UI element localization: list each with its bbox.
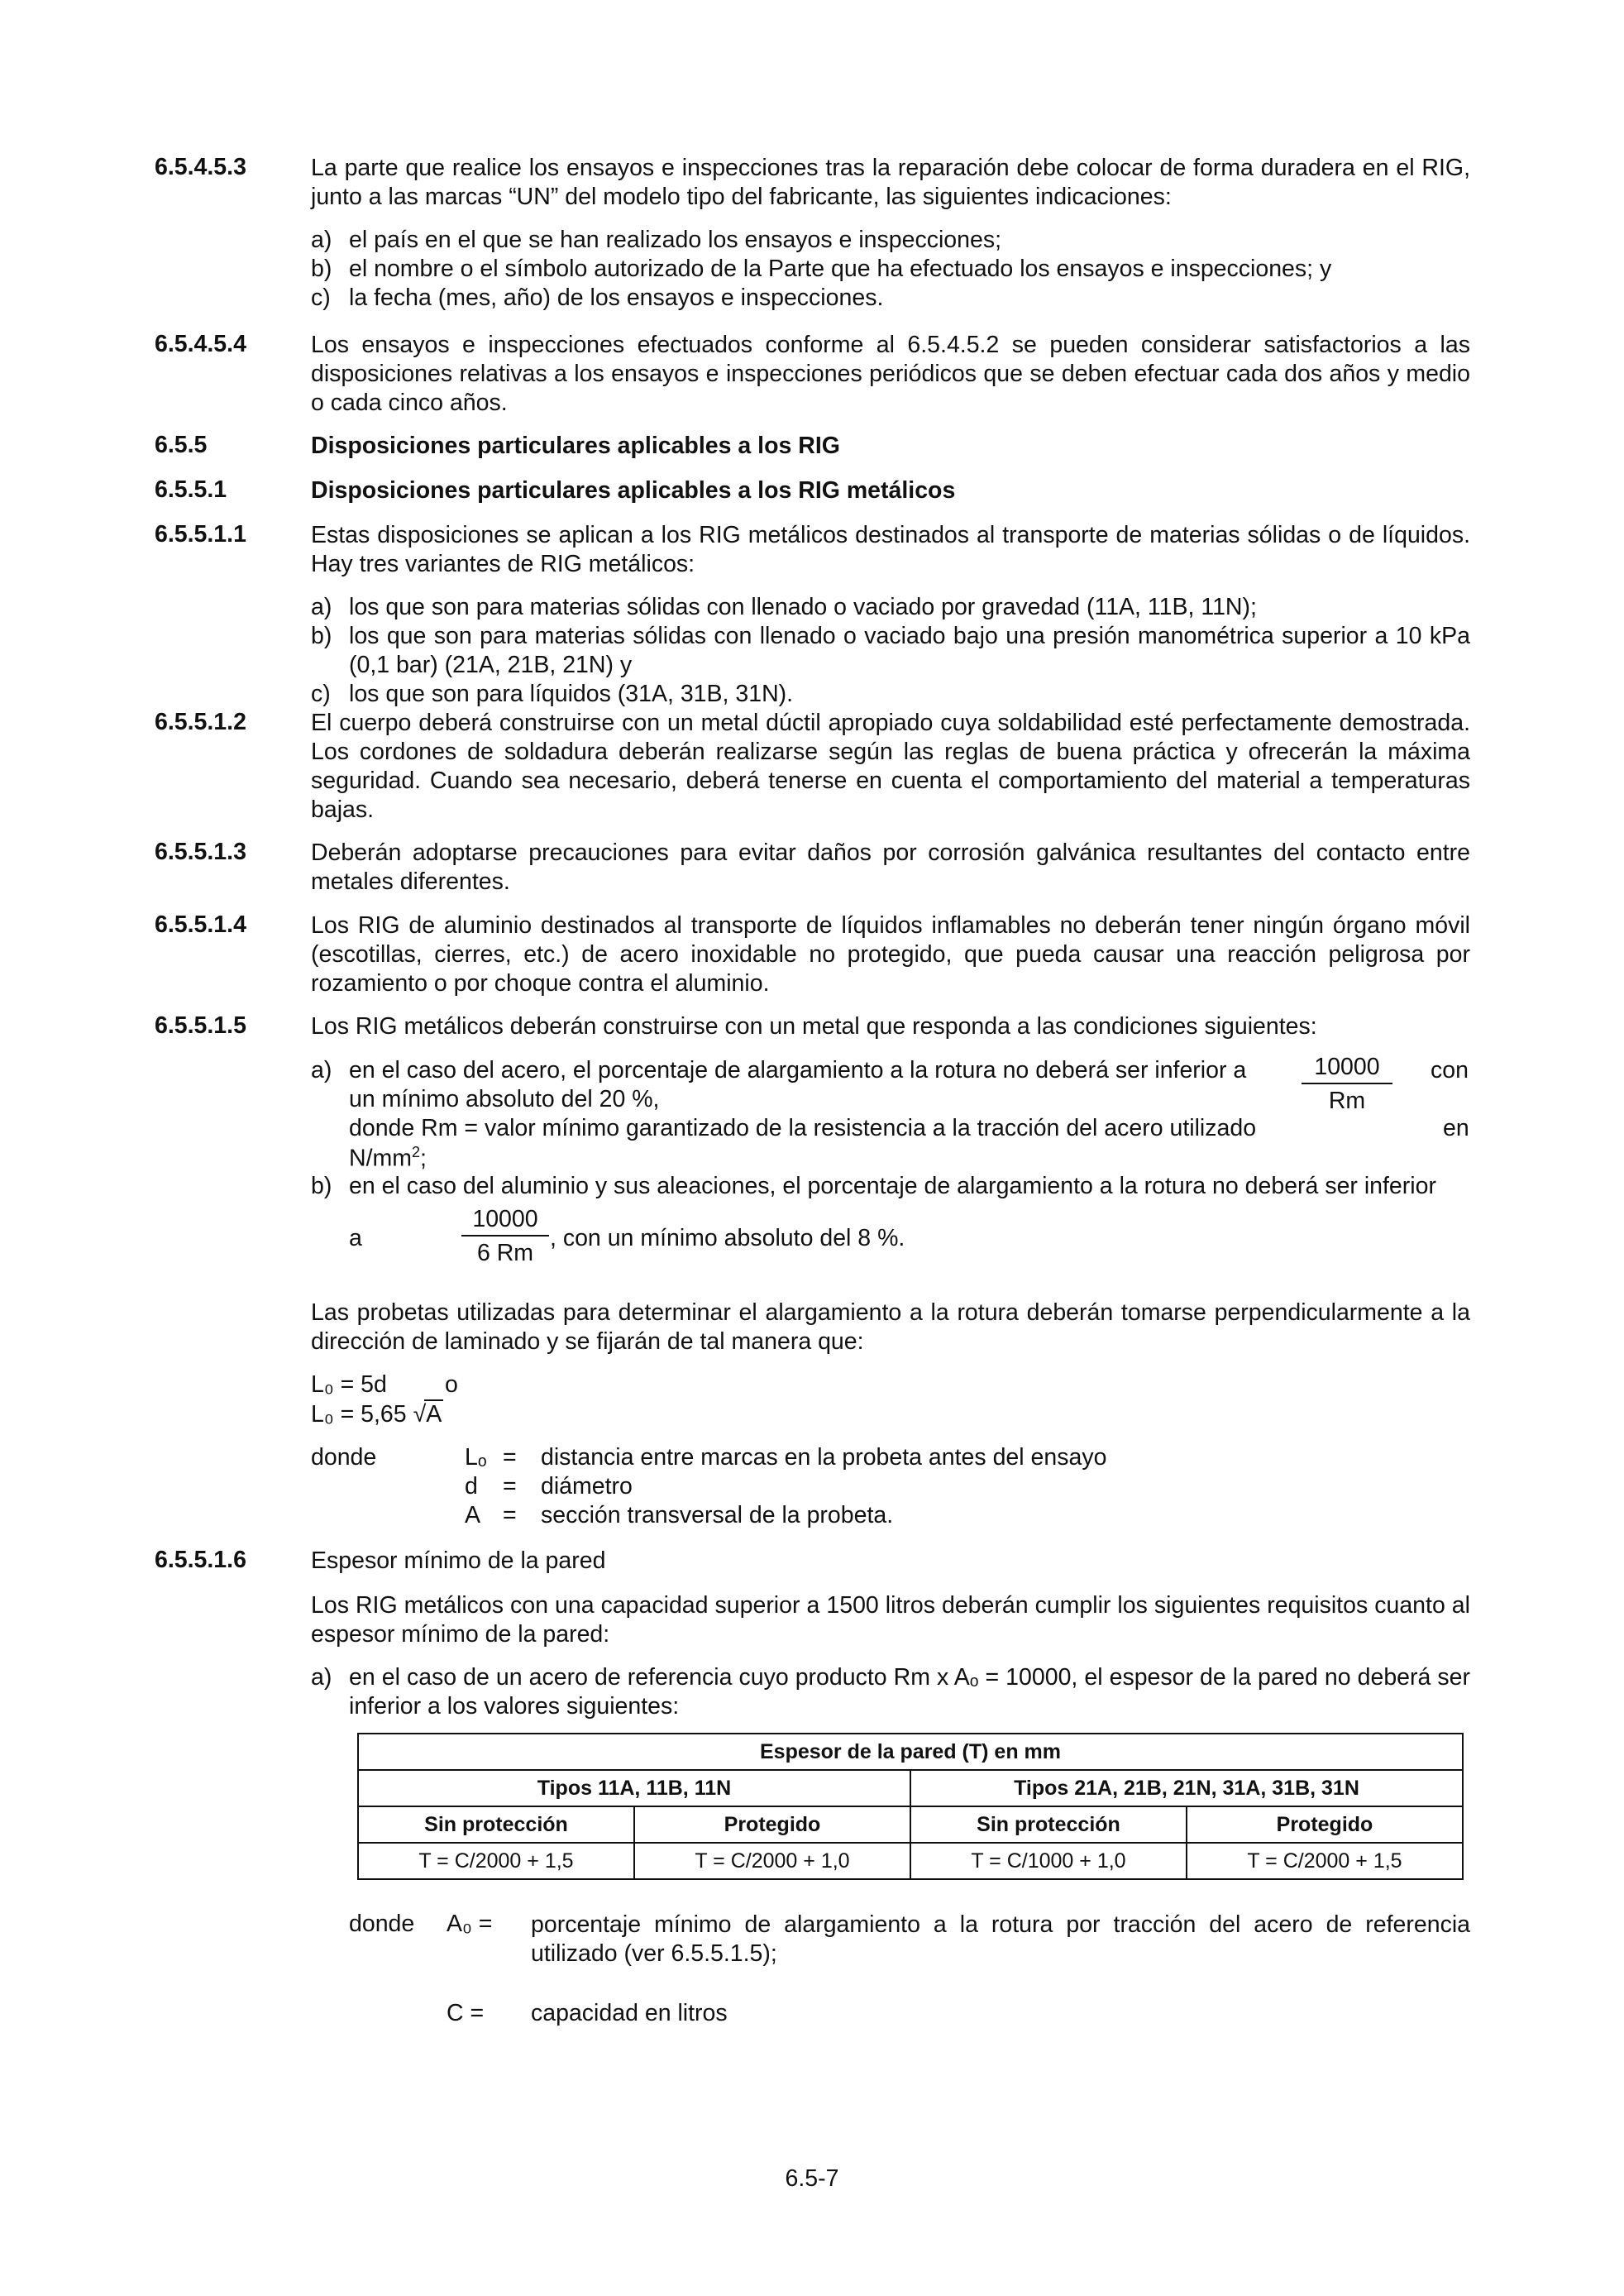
list-label: b) xyxy=(311,256,332,282)
list-text: un mínimo absoluto del 20 %, xyxy=(349,1086,660,1112)
formula-left: L₀ = 5,65 xyxy=(311,1401,407,1428)
fraction-numerator: 10000 xyxy=(461,1206,549,1236)
paragraph: Los RIG metálicos con una capacidad superior a 1500 litros deberán cumplir los siguientes requisitos cuanto al espesor mínimo de la pared: xyxy=(311,1592,1470,1648)
list xyxy=(311,1663,1470,1721)
list-label: b) xyxy=(311,623,332,649)
def-symbol: d xyxy=(465,1473,478,1500)
unit-text xyxy=(349,1144,427,1173)
section-number: 6.5.4.5.3 xyxy=(155,154,246,180)
list-text: , con un mínimo absoluto del 8 %. xyxy=(550,1225,905,1251)
list-text: a xyxy=(349,1225,362,1251)
table-cell: T = C/2000 + 1,0 xyxy=(634,1843,910,1879)
paragraph: Los ensayos e inspecciones efectuados conforme al 6.5.4.5.2 se pueden considerar satisfactorios a las disposiciones relativas a los ensayos e inspecciones periódicos que se deben efectuar cada dos años y medio o cada cinco años. xyxy=(311,332,1470,416)
def-equals: = xyxy=(503,1473,517,1500)
def-text: distancia entre marcas en la probeta antes del ensayo xyxy=(541,1444,1107,1471)
unit-superscript: 2 xyxy=(411,1144,420,1160)
sqrt-radicand: A xyxy=(426,1401,442,1428)
section-heading: Disposiciones particulares aplicables a los RIG xyxy=(311,433,840,459)
table-header: Sin protección xyxy=(358,1806,634,1843)
table-header: Sin protección xyxy=(910,1806,1187,1843)
section-number: 6.5.4.5.4 xyxy=(155,331,246,357)
table-title: Espesor de la pared (T) en mm xyxy=(358,1734,1463,1770)
table-row xyxy=(358,1843,1463,1879)
def-equals: = xyxy=(503,1502,517,1528)
table-group-header: Tipos 11A, 11B, 11N xyxy=(358,1770,910,1806)
formula xyxy=(311,1399,443,1428)
list-text: en xyxy=(1443,1115,1469,1141)
table-cell: T = C/1000 + 1,0 xyxy=(910,1843,1187,1879)
fraction-numerator: 10000 xyxy=(1302,1054,1392,1084)
def-symbol: A₀ = xyxy=(447,1911,493,1937)
list-item xyxy=(311,284,1470,313)
table-row xyxy=(358,1806,1463,1843)
list-label: c) xyxy=(311,285,331,311)
list-item xyxy=(311,622,1470,680)
where-label: donde xyxy=(349,1911,415,1937)
fraction-denominator: Rm xyxy=(1328,1088,1366,1114)
table-group-header: Tipos 21A, 21B, 21N, 31A, 31B, 31N xyxy=(910,1770,1463,1806)
fraction xyxy=(461,1206,549,1267)
section-number: 6.5.5.1 xyxy=(155,476,227,503)
section-number: 6.5.5.1.3 xyxy=(155,839,246,865)
paragraph: Los RIG de aluminio destinados al transporte de líquidos inflamables no deberán tener ningún órgano móvil (escotillas, cierres, etc.) de acero inoxidable no protegido, que pueda causar una reacción peligrosa por rozamiento o por choque contra el aluminio. xyxy=(311,912,1470,997)
list-item xyxy=(311,1663,1470,1721)
thickness-table xyxy=(357,1733,1464,1880)
section-number: 6.5.5.1.5 xyxy=(155,1012,246,1039)
paragraph: El cuerpo deberá construirse con un metal dúctil apropiado cuya soldabilidad esté perfectamente demostrada. Los cordones de soldadura deberán realizarse según las reglas de buena práctica y ofrecerán la máxima seguridad. Cuando sea necesario, deberá tenerse en cuenta el comportamiento del material a temperaturas bajas. xyxy=(311,710,1470,823)
paragraph: Deberán adoptarse precauciones para evitar daños por corrosión galvánica resultantes del contacto entre metales diferentes. xyxy=(311,839,1470,895)
paragraph: Estas disposiciones se aplican a los RIG metálicos destinados al transporte de materias sólidas o de líquidos. Hay tres variantes de RIG metálicos: xyxy=(311,522,1470,577)
def-equals: = xyxy=(503,1444,517,1471)
list-text: los que son para materias sólidas con llenado o vaciado por gravedad (11A, 11B, 11N); xyxy=(349,594,1257,620)
list-item xyxy=(311,255,1470,284)
list-label: a) xyxy=(311,1057,332,1083)
list-label: b) xyxy=(311,1173,332,1199)
list-text: el país en el que se han realizado los ensayos e inspecciones; xyxy=(349,227,1002,253)
table-cell: T = C/2000 + 1,5 xyxy=(358,1843,634,1879)
paragraph: La parte que realice los ensayos e inspecciones tras la reparación debe colocar de forma duradera en el RIG, junto a las marcas “UN” del modelo tipo del fabricante, las siguientes indicaciones: xyxy=(311,155,1470,210)
section-heading: Espesor mínimo de la pared xyxy=(311,1547,606,1574)
table-row xyxy=(358,1734,1463,1770)
list-label: a) xyxy=(311,594,332,620)
list-text: en el caso del aluminio y sus aleaciones, el porcentaje de alargamiento a la rotura no deberá ser inferior xyxy=(349,1173,1436,1199)
def-text: porcentaje mínimo de alargamiento a la rotura por tracción del acero de referencia utilizado (ver 6.5.5.1.5); xyxy=(531,1911,1470,1967)
section-number: 6.5.5.1.1 xyxy=(155,521,246,548)
list-item xyxy=(311,226,1470,255)
list-text: donde Rm = valor mínimo garantizado de la resistencia a la tracción del acero utilizado xyxy=(349,1115,1257,1141)
list-text: los que son para materias sólidas con llenado o vaciado bajo una presión manométrica superior a 10 kPa (0,1 bar) (21A, 21B, 21N) y xyxy=(349,623,1470,678)
formula: L₀ = 5d xyxy=(311,1371,387,1398)
table-header: Protegido xyxy=(634,1806,910,1843)
list-item xyxy=(311,680,1470,709)
list-text: en el caso de un acero de referencia cuyo producto Rm x Aₒ = 10000, el espesor de la pared no deberá ser inferior a los valores siguientes: xyxy=(349,1664,1470,1720)
unit-end: ; xyxy=(420,1145,427,1172)
table-cell: T = C/2000 + 1,5 xyxy=(1187,1843,1463,1879)
def-text: sección transversal de la probeta. xyxy=(541,1502,894,1528)
where-label: donde xyxy=(311,1444,377,1471)
section-number: 6.5.5.1.6 xyxy=(155,1547,246,1573)
list-text: los que son para líquidos (31A, 31B, 31N). xyxy=(349,681,794,707)
page-number: 6.5-7 xyxy=(785,2165,839,2192)
section-number: 6.5.5 xyxy=(155,432,208,458)
sqrt-icon: √ xyxy=(413,1401,427,1428)
fraction-denominator: 6 Rm xyxy=(476,1240,534,1266)
def-symbol: C = xyxy=(447,2000,485,2026)
section-number: 6.5.5.1.4 xyxy=(155,911,246,938)
section-number: 6.5.5.1.2 xyxy=(155,709,246,735)
table-header: Protegido xyxy=(1187,1806,1463,1843)
list-item xyxy=(311,593,1470,622)
paragraph: Las probetas utilizadas para determinar el alargamiento a la rotura deberán tomarse perpendicularmente a la dirección de laminado y se fijarán de tal manera que: xyxy=(311,1299,1470,1355)
list xyxy=(311,593,1470,709)
list-text: en el caso del acero, el porcentaje de alargamiento a la rotura no deberá ser inferior a xyxy=(349,1057,1247,1083)
paragraph: Los RIG metálicos deberán construirse con un metal que responda a las condiciones siguientes: xyxy=(311,1013,1317,1040)
formula-conjunction: o xyxy=(445,1371,458,1398)
list-text: el nombre o el símbolo autorizado de la Parte que ha efectuado los ensayos e inspecciones; y xyxy=(349,256,1332,282)
table-row xyxy=(358,1770,1463,1806)
def-text: diámetro xyxy=(541,1473,633,1500)
list-text: la fecha (mes, año) de los ensayos e inspecciones. xyxy=(349,285,884,311)
list-label: a) xyxy=(311,1664,332,1691)
section-heading: Disposiciones particulares aplicables a los RIG metálicos xyxy=(311,477,956,504)
list xyxy=(311,226,1470,313)
list-label: a) xyxy=(311,227,332,253)
fraction xyxy=(1302,1054,1392,1115)
def-symbol: Lₒ xyxy=(465,1444,487,1471)
def-text: capacidad en litros xyxy=(531,2000,728,2026)
def-symbol: A xyxy=(465,1502,481,1528)
unit: N/mm xyxy=(349,1145,412,1172)
list-text: con xyxy=(1431,1057,1469,1083)
list-label: c) xyxy=(311,681,331,707)
